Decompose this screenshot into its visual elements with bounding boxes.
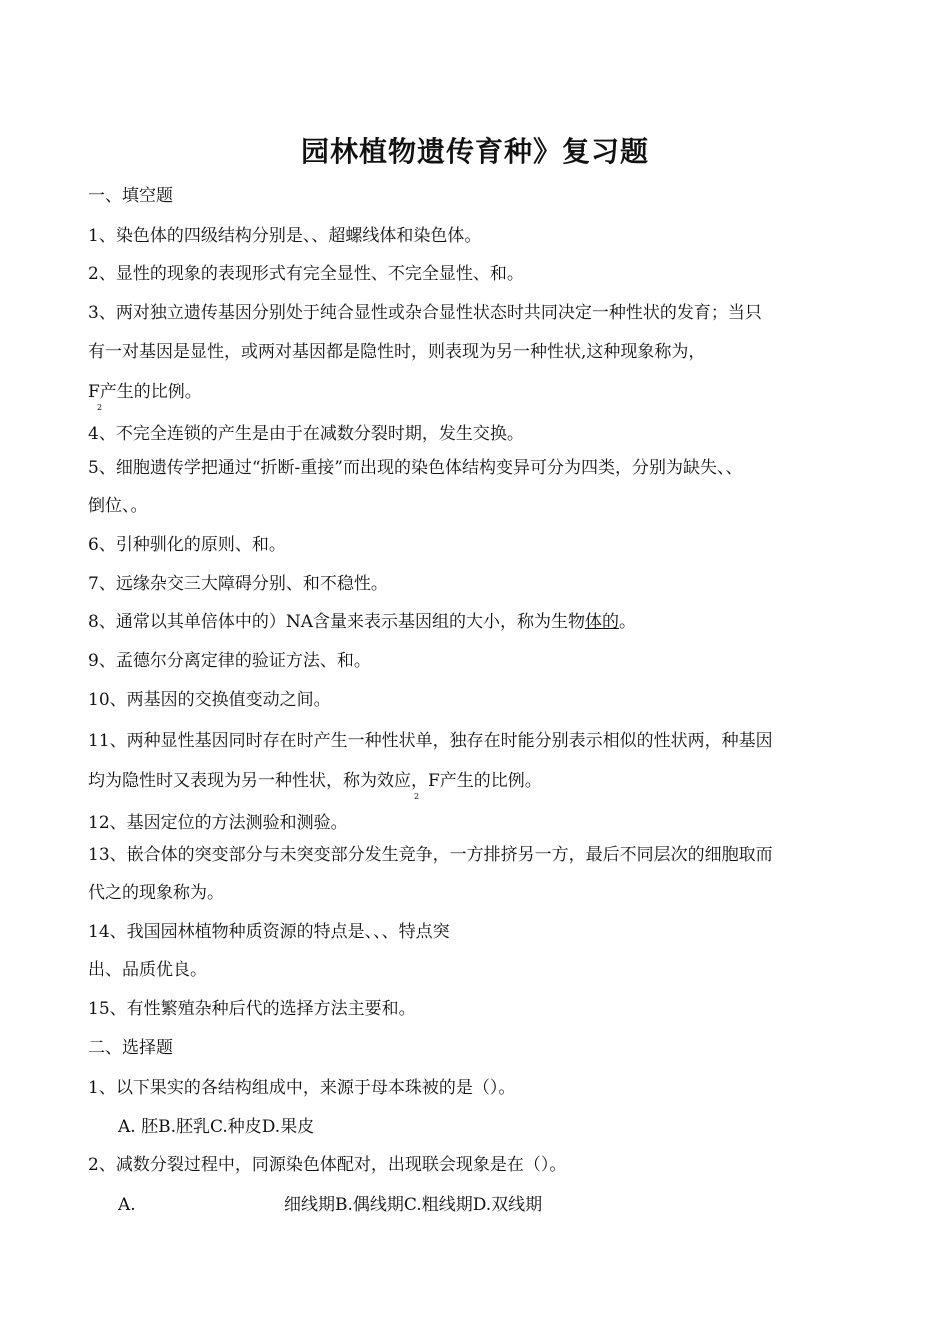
- question-4: 4、不完全连锁的产生是由于在减数分裂时期，发生交换。: [88, 424, 524, 444]
- mc-question-1-options: A. 胚B.胚乳C.种皮D.果皮: [118, 1117, 315, 1137]
- question-11-subscript: 2: [414, 792, 420, 801]
- question-8: [88, 610, 636, 634]
- section-fill-in-blank-heading: 一、填空题: [88, 186, 173, 206]
- question-13-line-1: 13、嵌合体的突变部分与未突变部分发生竞争，一方排挤另一方，最后不同层次的细胞取而: [88, 845, 773, 865]
- mc-question-2: 2、减数分裂过程中，同源染色体配对，出现联会现象是在（）。: [88, 1155, 567, 1175]
- question-6: 6、引种驯化的原则、和。: [88, 535, 286, 555]
- mc-question-1: 1、以下果实的各结构组成中，来源于母本珠被的是（）。: [88, 1078, 516, 1098]
- question-9: 9、孟德尔分离定律的验证方法、和。: [88, 651, 371, 671]
- question-8-end: 。: [618, 612, 636, 632]
- question-11-line-2: 均为隐性时又表现为另一种性状，称为效应，F产生的比例。: [88, 771, 542, 791]
- question-12: 12、基因定位的方法测验和测验。: [88, 813, 348, 833]
- question-3-line-1: 3、两对独立遗传基因分别处于纯合显性或杂合显性状态时共同决定一种性状的发育；当只: [88, 303, 762, 323]
- question-3-line-2: 有一对基因是显性，或两对基因都是隐性时，则表现为另一种性状,这种现象称为，: [88, 342, 706, 362]
- question-15: 15、有性繁殖杂种后代的选择方法主要和。: [88, 999, 416, 1019]
- question-3-subscript: 2: [97, 403, 103, 412]
- question-13-line-2: 代之的现象称为。: [88, 883, 224, 903]
- mc-question-2-option-a-label: A.: [118, 1195, 136, 1215]
- mc-question-2-options: 细线期B.偶线期C.粗线期D.双线期: [284, 1195, 543, 1215]
- question-14-line-2: 出、品质优良。: [88, 960, 207, 980]
- question-7: 7、远缘杂交三大障碍分别、和不稳性。: [88, 574, 388, 594]
- question-8-text: 8、通常以其单倍体中的）NA含量来表示基因组的大小，称为生物: [88, 612, 585, 632]
- question-10: 10、两基因的交换值变动之间。: [88, 690, 331, 710]
- question-11-line-1: 11、两种显性基因同时存在时产生一种性状单，独存在时能分别表示相似的性状两，种基因: [88, 731, 773, 751]
- question-5-line-1: 5、细胞遗传学把通过“折断-重接”而出现的染色体结构变异可分为四类，分别为缺失、、: [88, 458, 743, 478]
- document-title: 园林植物遗传育种》复习题: [300, 135, 649, 168]
- question-1: 1、染色体的四级结构分别是、、超螺线体和染色体。: [88, 226, 482, 246]
- section-multiple-choice-heading: 二、选择题: [88, 1038, 173, 1058]
- question-8-underlined: 体的: [584, 612, 619, 632]
- question-14-line-1: 14、我国园林植物种质资源的特点是、、、特点突: [88, 922, 450, 942]
- question-5-line-2: 倒位、。: [88, 496, 148, 516]
- question-2: 2、显性的现象的表现形式有完全显性、不完全显性、和。: [88, 264, 524, 284]
- question-3-line-3: F产生的比例。: [88, 382, 202, 402]
